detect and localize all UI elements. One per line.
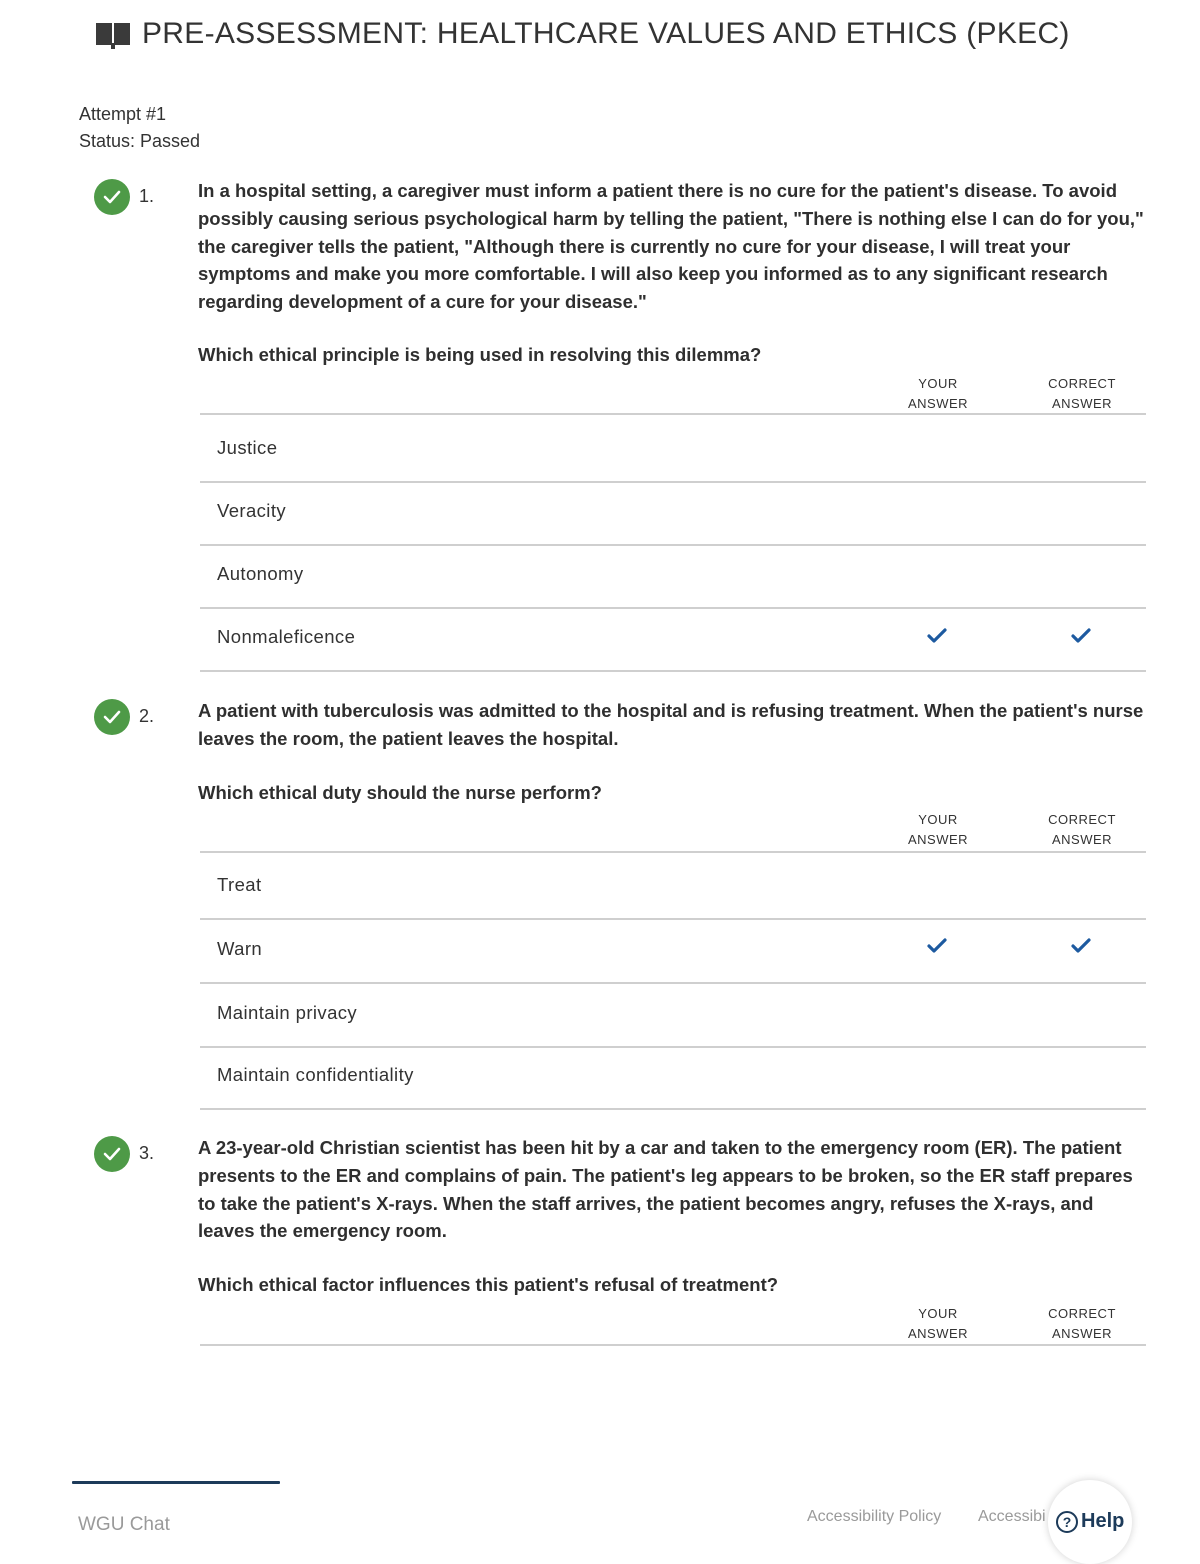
correct-answer-check-icon: [1071, 938, 1091, 954]
correct-answer-check-icon: [1071, 628, 1091, 644]
question-number: 1.: [139, 186, 155, 206]
your-answer-check-icon: [927, 938, 947, 954]
answer-option: [200, 482, 1146, 546]
correct-check-icon: [94, 699, 130, 735]
question-text: A 23-year-old Christian scientist has been hit by a car and taken to the emergency room (ER). The patient presents to the ER and complains of pain. The patient's leg appears to be broken, so the ER staff prepares to take the patient's X-rays. When the staff arrives, the patient becomes angry, refuses the X-rays, and leaves the emergency room.: [198, 1137, 1133, 1242]
correct-check-icon: [94, 1136, 130, 1172]
option-label: Veracity: [217, 500, 287, 521]
correct-check-icon: [94, 179, 130, 215]
question-number: 3.: [139, 1143, 155, 1163]
footer-divider: [72, 1481, 280, 1484]
book-icon: [96, 23, 130, 49]
table-rule: [200, 851, 1146, 853]
answer-option: [200, 856, 1146, 920]
table-rule: [200, 1344, 1146, 1346]
wgu-chat-link[interactable]: WGU Chat: [78, 1514, 170, 1535]
attempt-info: [79, 101, 200, 155]
question-prompt: Which ethical factor influences this patient's refusal of treatment?: [198, 1274, 779, 1295]
answer-option: [200, 419, 1146, 483]
correct-answer-header: CORRECT ANSWER: [1048, 812, 1116, 847]
answer-option: [200, 545, 1146, 609]
table-rule: [200, 413, 1146, 415]
option-label: Maintain confidentiality: [217, 1064, 414, 1085]
accessibility-link[interactable]: Accessibi: [978, 1508, 1046, 1525]
answer-option: [200, 920, 1146, 984]
option-label: Maintain privacy: [217, 1002, 358, 1023]
your-answer-header: YOUR ANSWER: [907, 1306, 969, 1341]
answer-option: [200, 608, 1146, 672]
question-prompt: Which ethical duty should the nurse perform?: [198, 782, 602, 803]
answer-option: [200, 1046, 1146, 1110]
correct-answer-header: CORRECT ANSWER: [1048, 376, 1116, 411]
help-button[interactable]: [1048, 1480, 1132, 1564]
option-label: Autonomy: [217, 563, 304, 584]
help-label: Help: [1081, 1510, 1125, 1532]
answer-option: [200, 984, 1146, 1048]
page-title: PRE-ASSESSMENT: HEALTHCARE VALUES AND ETHICS (PKEC): [142, 17, 1070, 50]
question-text: A patient with tuberculosis was admitted to the hospital and is refusing treatment. When the patient's nurse leaves the room, the patient leaves the hospital.: [198, 700, 1144, 749]
your-answer-check-icon: [927, 628, 947, 644]
question-prompt: Which ethical principle is being used in resolving this dilemma?: [198, 344, 762, 365]
status-label: Status: Passed: [79, 131, 201, 151]
question-number: 2.: [139, 706, 155, 726]
accessibility-policy-link[interactable]: Accessibility Policy: [807, 1508, 942, 1525]
question-text: In a hospital setting, a caregiver must inform a patient there is no cure for the patient's disease. To avoid possibly causing serious psychological harm by telling the patient, "There is nothing else I can do for you," the caregiver tells the patient, "Although there is currently no cure for your disease, I will treat your symptoms and make you more comfortable. I will also keep you informed as to any significant research regarding development of a cure for your disease.": [198, 180, 1144, 313]
option-label: Nonmaleficence: [217, 626, 356, 647]
correct-answer-header: CORRECT ANSWER: [1048, 1306, 1116, 1341]
question-circle-icon: ?: [1056, 1511, 1078, 1533]
option-label: Justice: [217, 437, 278, 458]
attempt-label: Attempt #1: [79, 104, 167, 124]
your-answer-header: YOUR ANSWER: [907, 812, 969, 847]
option-label: Warn: [217, 938, 263, 959]
option-label: Treat: [217, 874, 262, 895]
your-answer-header: YOUR ANSWER: [907, 376, 969, 411]
page-header: [96, 14, 1070, 54]
